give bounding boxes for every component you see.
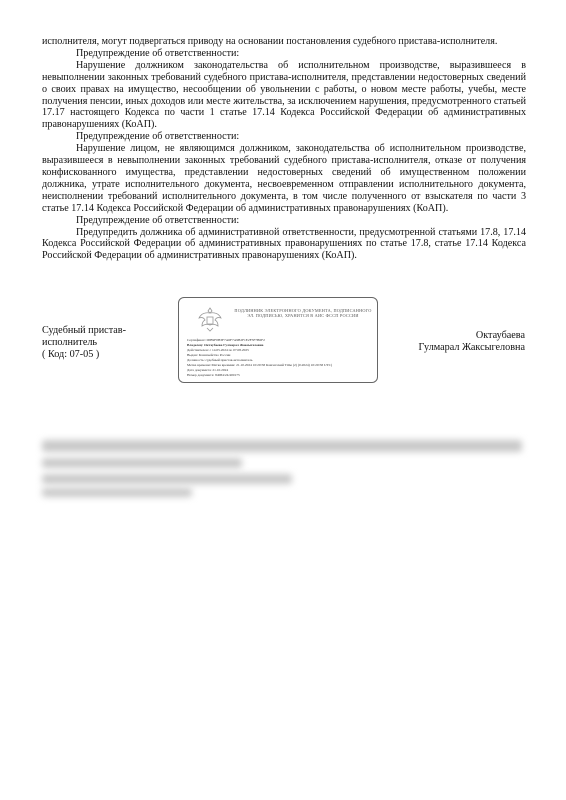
stamp-owner: Владелец: Октаубаева Гулмарал Жаксыгеловна [187, 343, 264, 347]
signer-position [42, 325, 126, 360]
stamp-details [187, 338, 373, 378]
warning-heading-3: Предупреждение об ответственности: [76, 214, 240, 226]
redacted-line [42, 458, 242, 468]
document-body [42, 36, 526, 262]
stamp-document-number: Номер документа: 84084/24/400175 [187, 373, 240, 377]
paragraph-continuation: исполнителя, могут подвергаться приводу на основании постановления судебного пристава-исполнителя. [42, 36, 498, 47]
redacted-line [42, 440, 522, 452]
signer-surname: Октаубаева [475, 330, 525, 341]
warning-paragraph-1: Нарушение должником законодательства об исполнительном производстве, выразившееся в невыполнении законных требований судебного пристава-исполнителя, представлении недостоверных сведений о своих правах на имущество, несообщении об увольнении с работы, о новом месте работы, учебы, месте получения пенсии, иных доходов или месте жительства, за исключением нарушения, предусмотренного статьей 17.17 настоящего Кодекса по части 1 статье 17.14 Кодекса Российской Федерации об административных правонарушениях (КоАП). [42, 59, 526, 131]
stamp-title: ПОДЛИННИК ЭЛЕКТРОННОГО ДОКУМЕНТА, ПОДПИСАННОГО ЭЛ. ПОДПИСЬЮ, ХРАНИТСЯ В АИС ФССП РОССИИ [234, 308, 372, 319]
warning-paragraph-2: Нарушение лицом, не являющимся должником, законодательства об исполнительном производстве, выразившееся в невыполнении законных требований судебного пристава-исполнителя, отказе от получения конфискованного имущества, представлении недостоверных сведений об имущественном положении должника, утрате исполнительного документа, несвоевременном отправлении исполнительного документа, неисполнении требований исполнительного документа, в том числе полученного от взыскателя по части 3 статье 17.14 Кодекса Российской Федерации об административных правонарушениях (КоАП). [42, 143, 526, 214]
electronic-signature-stamp [178, 297, 378, 383]
redacted-line [42, 488, 192, 497]
stamp-document-date: Дата документа: 21.10.2024 [187, 368, 229, 372]
double-headed-eagle-emblem-icon [195, 304, 225, 334]
signer-code: ( Код: 07-05 ) [42, 348, 100, 360]
redacted-line [42, 474, 292, 484]
signer-position-line-1: Судебный пристав- [42, 325, 126, 336]
signer-given-names: Гулмарал Жаксыгеловна [418, 341, 525, 353]
stamp-position: Должность: судебный пристав-исполнитель [187, 358, 253, 362]
stamp-issuer: Выдан: Казначейство России [187, 353, 231, 357]
stamp-certificate: Сертификат: 00B9F0B3F7A6F7A9B2F1E2F5F7B6F2 [187, 338, 265, 342]
redacted-text-region [38, 432, 528, 504]
warning-paragraph-3: Предупредить должника об административной ответственности, предусмотренной статьями 17.8, 17.14 Кодекса Российской Федерации об административных правонарушениях по статье 17.8, статье 17.14 Кодекса Российской Федерации об административных правонарушениях (КоАП). [42, 226, 526, 262]
stamp-timestamp: Метка времени: Метка времени: 21.10.2024 10:20:58 Камчатский Time (2) (0.2024) 10:20:58 UTC) [187, 363, 333, 367]
warning-heading-2: Предупреждение об ответственности: [76, 131, 240, 143]
signer-position-line-2: исполнитель [42, 336, 98, 348]
signer-name [419, 330, 525, 354]
warning-heading-1: Предупреждение об ответственности: [76, 47, 240, 59]
stamp-validity: Действителен: с 14.05.2024 по 07.08.2025 [187, 348, 249, 352]
